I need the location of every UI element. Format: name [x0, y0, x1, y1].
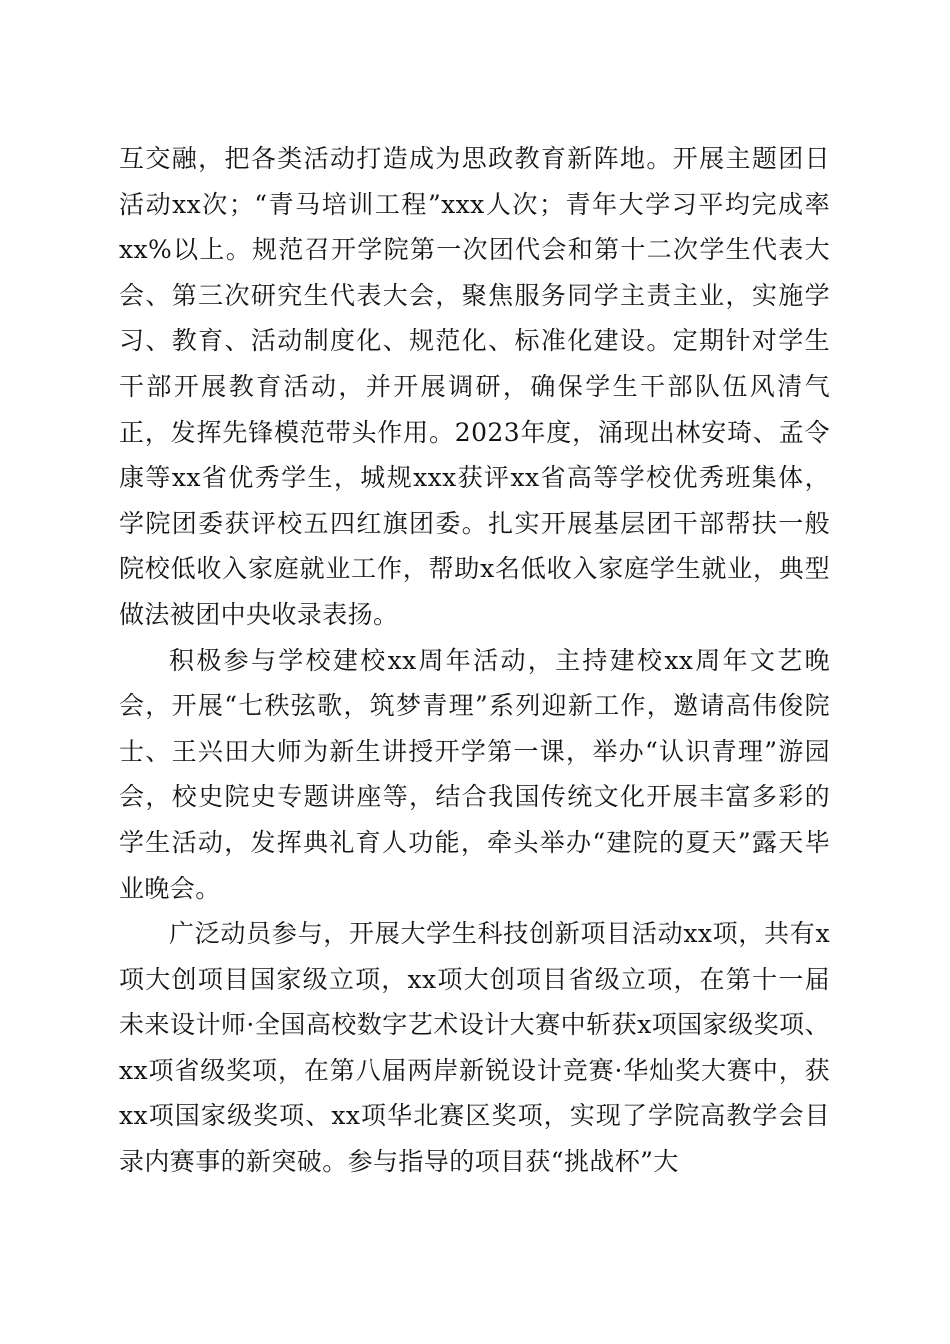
paragraph-continuation: 互交融，把各类活动打造成为思政教育新阵地。开展主题团日活动xx次；“青马培训工程”xxx人次；青年大学习平均完成率xx%以上。规范召开学院第一次团代会和第十二次学生代表大会、第三次研究生代表大会，聚焦服务同学主责主业，实施学习、教育、活动制度化、规范化、标准化建设。定期针对学生干部开展教育活动，并开展调研，确保学生干部队伍风清气正，发挥先锋模范带头作用。2023年度，涌现出林安琦、孟令康等xx省优秀学生，城规xxx获评xx省高等学校优秀班集体，学院团委获评校五四红旗团委。扎实开展基层团干部帮扶一般院校低收入家庭就业工作，帮助x名低收入家庭学生就业，典型做法被团中央收录表扬。 — [119, 144, 830, 629]
document-body — [119, 136, 830, 1185]
paragraph-innovation-projects: 广泛动员参与，开展大学生科技创新项目活动xx项，共有x项大创项目国家级立项，xx项大创项目省级立项，在第十一届未来设计师·全国高校数字艺术设计大赛中斩获x项国家级奖项、xx项省级奖项，在第八届两岸新锐设计竞赛·华灿奖大赛中，获xx项国家级奖项、xx项华北赛区奖项，实现了学院高教学会目录内赛事的新突破。参与指导的项目获“挑战杯”大 — [119, 919, 830, 1177]
paragraph-anniversary-activities: 积极参与学校建校xx周年活动，主持建校xx周年文艺晚会，开展“七秩弦歌，筑梦青理”系列迎新工作，邀请高伟俊院士、王兴田大师为新生讲授开学第一课，举办“认识青理”游园会，校史院史专题讲座等，结合我国传统文化开展丰富多彩的学生活动，发挥典礼育人功能，牵头举办“建院的夏天”露天毕业晚会。 — [119, 645, 830, 903]
